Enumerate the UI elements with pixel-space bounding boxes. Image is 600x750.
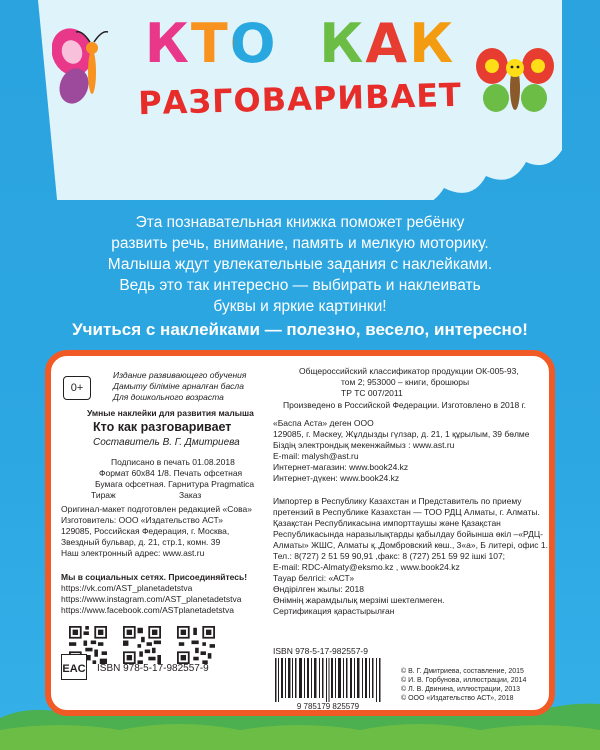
copyright-line: © В. Г. Дмитриева, составление, 2015 — [401, 668, 524, 675]
imprint-panel — [45, 350, 555, 716]
description-line: Эта познавательная книжка поможет ребёнку — [135, 214, 465, 231]
social-link[interactable]: https://www.facebook.com/ASTplanetadetstva — [61, 605, 234, 615]
eac-label: EAC — [62, 663, 86, 675]
kz-line: «Баспа Аста» деген ООО — [273, 418, 374, 428]
slogan: Учиться с наклейками — полезно, весело, интересно! — [72, 320, 528, 339]
kz-line: Интернет-магазин: www.book24.kz — [273, 462, 409, 472]
copyright-line: © И. В. Горбунова, иллюстрации, 2014 — [401, 677, 527, 684]
compiler: Составитель В. Г. Дмитриева — [93, 437, 240, 448]
classifier-line: том 2; 953000 – книги, брошюры — [341, 377, 470, 387]
classifier-line: Общероссийский классификатор продукции ОК-005-93, — [299, 366, 519, 376]
print-line: Бумага офсетная. Гарнитура Pragmatica — [95, 479, 255, 489]
print-line: Подписано в печать 01.08.2018 — [111, 457, 235, 467]
zakaz-label: Заказ — [179, 490, 202, 500]
copyright-line: © ООО «Издательство АСТ», 2018 — [401, 695, 514, 702]
classifier-line: Произведено в Российской Федерации. Изготовлено в 2018 г. — [283, 400, 527, 410]
social-heading: Мы в социальных сетях. Присоединяйтесь! — [61, 572, 248, 582]
importer-line: Қазақстан Республикасына импорттаушы және Қазақстан — [273, 518, 501, 528]
kz-line: Біздің электрондық мекенжаймыз : www.ast.ru — [273, 440, 455, 450]
qr-code-facebook-icon — [177, 626, 215, 664]
importer-line: Өнімнің жарамдылық мерзімі шектелмеген. — [273, 595, 445, 605]
importer-line: Республикасында наразылықтарды қабылдау бойынша өкіл –«РДЦ- — [273, 529, 543, 539]
importer-line: Сертификация қарастырылған — [273, 606, 395, 616]
publisher-line: Звездный бульвар, д. 21, стр.1, комн. 39 — [61, 537, 221, 547]
importer-line: Импортер в Республику Казахстан и Представитель по приему — [273, 496, 522, 506]
edition-line: Для дошкольного возраста — [113, 392, 224, 402]
kz-line: Интернет-дүкен: www.book24.kz — [273, 473, 400, 483]
importer-line: претензий в Республике Казахстан — ТОО РДЦ Алматы, г. Алматы. — [273, 507, 540, 517]
publisher-line: Наш электронный адрес: www.ast.ru — [61, 548, 205, 558]
importer-line: E-mail: RDC-Almaty@eksmo.kz , www.book24.kz — [273, 562, 460, 572]
description-line: буквы и яркие картинки! — [213, 298, 387, 315]
importer-line: Алматы» ЖШС, Алматы қ.,Домбровский көш., 3«а», Б литері, офис 1. — [273, 540, 548, 550]
edition-line: Издание развивающего обучения — [113, 370, 247, 380]
age-rating-badge: 0+ — [63, 376, 91, 400]
isbn-right: ISBN 978-5-17-982557-9 — [273, 646, 368, 656]
title-word-kak: КАК — [319, 12, 456, 75]
title-line-1 — [0, 14, 600, 74]
print-line: Формат 60x84 1/8. Печать офсетная — [99, 468, 243, 478]
copyright-line: © Л. В. Двинина, иллюстрации, 2013 — [401, 686, 521, 693]
series-name: Умные наклейки для развития малыша — [87, 408, 254, 418]
importer-line: Тел.: 8(727) 2 51 59 90,91 ,факс: 8 (727) 251 59 92 ішкі 107; — [273, 551, 506, 561]
social-link[interactable]: https://vk.com/AST_planetadetstva — [61, 583, 193, 593]
book-description — [80, 212, 520, 317]
social-link[interactable]: https://www.instagram.com/AST_planetadetstva — [61, 594, 242, 604]
description-line: Малыша ждут увлекательные задания с наклейками. — [107, 256, 493, 273]
publisher-line: Изготовитель: ООО «Издательство АСТ» — [61, 515, 224, 525]
classifier-line: ТР ТС 007/2011 — [341, 388, 403, 398]
importer-line: Тауар белгісі: «АСТ» — [273, 573, 355, 583]
book-title: Кто как разговаривает — [93, 420, 232, 434]
kz-line: 129085, г. Мәскеу, Жұлдызды гүлзар, д. 21, 1 құрылым, 39 бөлме — [273, 429, 530, 439]
publisher-line: Оригинал-макет подготовлен редакцией «Сова» — [61, 504, 252, 514]
eac-mark-icon — [61, 654, 87, 680]
importer-line: Өндірілген жылы: 2018 — [273, 584, 364, 594]
description-line: Ведь это так интересно — выбирать и наклеивать — [119, 277, 481, 294]
barcode-digits: 9 785179 825579 — [296, 702, 360, 710]
description-line: развить речь, внимание, память и мелкую моторику. — [111, 235, 489, 252]
edition-line: Дамыту біліміне арналған басла — [113, 381, 244, 391]
barcode-image — [273, 658, 383, 710]
kz-line: E-mail: malysh@ast.ru — [273, 451, 359, 461]
title-word-kto: КТО — [144, 12, 278, 75]
qr-code-instagram-icon — [123, 626, 161, 664]
publisher-line: 129085, Российская Федерация, г. Москва, — [61, 526, 230, 536]
isbn-left: ISBN 978-5-17-982557-9 — [97, 663, 209, 674]
tirazh-label: Тираж — [91, 490, 116, 500]
title-line-2: РАЗГОВАРИВАЕТ — [137, 75, 463, 123]
